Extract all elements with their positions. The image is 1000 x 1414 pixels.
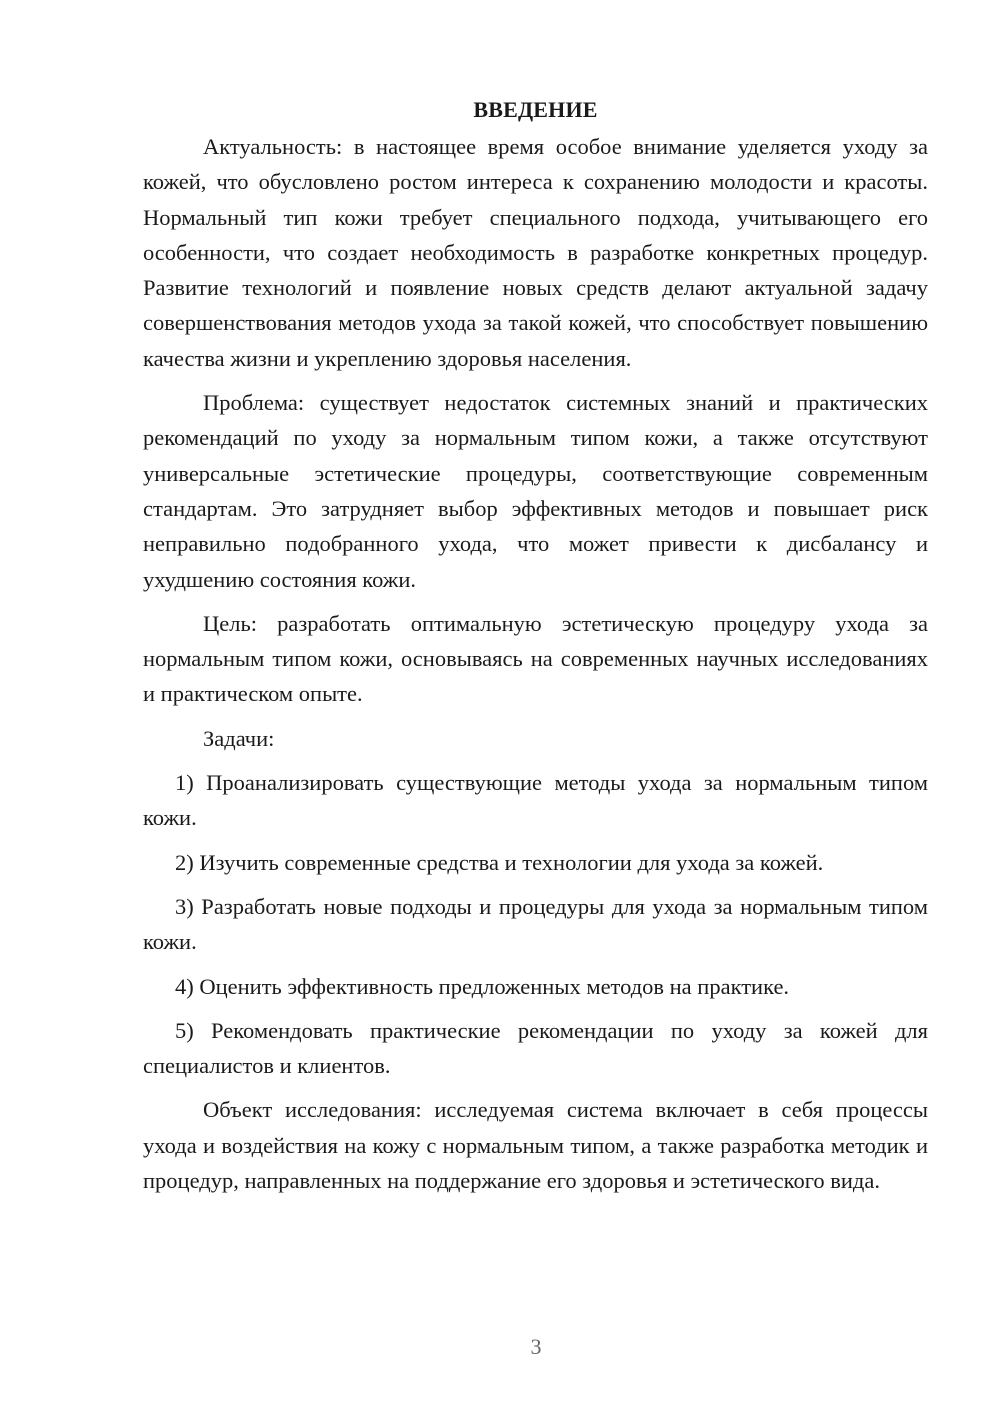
relevance-paragraph: Актуальность: в настоящее время особое внимание уделяется уходу за кожей, что обусловлено ростом интереса к сохранению молодости и красоты. Нормальный тип кожи требует специального подхода, учитывающего его особенности, что создает необходимость в разработке конкретных процедур. Развитие технологий и появление новых средств делают актуальной задачу совершенствования методов ухода за такой кожей, что способствует повышению качества жизни и укреплению здоровья населения. xyxy=(143,134,928,371)
task-item-1: 1) Проанализировать существующие методы ухода за нормальным типом кожи. xyxy=(143,770,928,831)
object-paragraph: Объект исследования: исследуемая система включает в себя процессы ухода и воздействия на кожу с нормальным типом, а также разработка методик и процедур, направленных на поддержание его здоровья и эстетического вида. xyxy=(143,1097,928,1194)
task-item-2: 2) Изучить современные средства и технологии для ухода за кожей. xyxy=(175,849,824,875)
task-item-5: 5) Рекомендовать практические рекомендации по уходу за кожей для специалистов и клиентов. xyxy=(143,1017,928,1079)
section-heading: ВВЕДЕНИЕ xyxy=(473,97,598,122)
task-item-3: 3) Разработать новые подходы и процедуры для ухода за нормальным типом кожи. xyxy=(143,893,928,955)
document-body xyxy=(143,92,928,1207)
goal-paragraph: Цель: разработать оптимальную эстетическую процедуру ухода за нормальным типом кожи, основываясь на современных научных исследованиях и практическом опыте. xyxy=(143,610,928,707)
tasks-heading: Задачи: xyxy=(203,725,275,751)
problem-paragraph: Проблема: существует недостаток системных знаний и практических рекомендаций по уходу за нормальным типом кожи, а также отсутствуют универсальные эстетические процедуры, соответствующие современным стандартам. Это затрудняет выбор эффективных методов и повышает риск неправильно подобранного ухода, что может привести к дисбалансу и ухудшению состояния кожи. xyxy=(143,390,928,592)
page-number: 3 xyxy=(530,1334,542,1359)
task-item-4: 4) Оценить эффективность предложенных методов на практике. xyxy=(175,973,790,999)
